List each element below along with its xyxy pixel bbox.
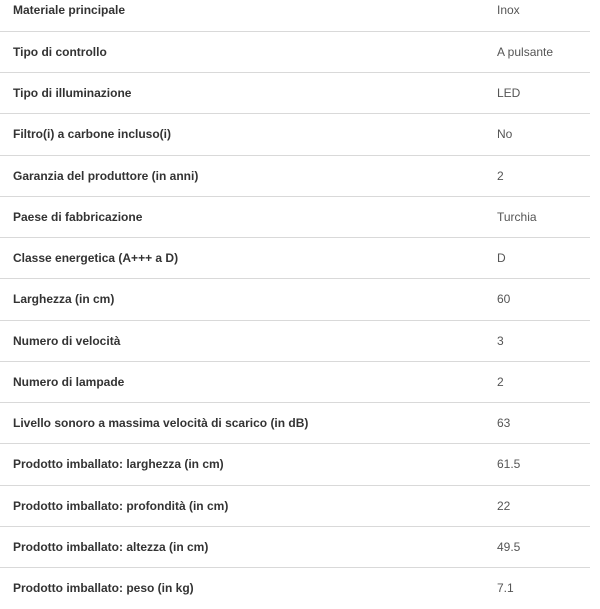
spec-label: Tipo di controllo xyxy=(13,44,107,59)
spec-row-packed-depth xyxy=(0,485,590,526)
spec-label: Prodotto imballato: profondità (in cm) xyxy=(13,498,229,513)
spec-label: Numero di velocità xyxy=(13,333,121,348)
spec-value: No xyxy=(497,127,513,142)
spec-value: 2 xyxy=(497,374,504,389)
spec-label: Prodotto imballato: larghezza (in cm) xyxy=(13,457,224,472)
spec-row-packed-weight xyxy=(0,568,590,609)
spec-label: Filtro(i) a carbone incluso(i) xyxy=(13,127,172,142)
spec-row-packed-width xyxy=(0,444,590,485)
spec-value: Inox xyxy=(497,3,520,18)
spec-value: 49.5 xyxy=(497,539,521,554)
spec-value: A pulsante xyxy=(497,44,554,59)
spec-row-noise-level xyxy=(0,403,590,444)
spec-label: Classe energetica (A+++ a D) xyxy=(13,251,179,266)
spec-value: Turchia xyxy=(497,209,537,224)
spec-row-carbon-filter xyxy=(0,114,590,155)
spec-row-warranty xyxy=(0,155,590,196)
spec-label: Materiale principale xyxy=(13,3,126,18)
spec-row-width xyxy=(0,279,590,320)
spec-label: Paese di fabbricazione xyxy=(13,209,143,224)
spec-value: LED xyxy=(497,86,521,101)
spec-row-energy-class xyxy=(0,238,590,279)
spec-label: Livello sonoro a massima velocità di scarico (in dB) xyxy=(13,416,309,431)
spec-value: 3 xyxy=(497,333,504,348)
spec-row-speed-count xyxy=(0,320,590,361)
spec-row-lamp-count xyxy=(0,361,590,402)
spec-value: 7.1 xyxy=(497,581,514,596)
spec-value: 61.5 xyxy=(497,457,521,472)
spec-label: Numero di lampade xyxy=(13,374,125,389)
spec-value: 2 xyxy=(497,168,504,183)
spec-value: 22 xyxy=(497,498,511,513)
spec-row-packed-height xyxy=(0,526,590,567)
spec-label: Prodotto imballato: peso (in kg) xyxy=(13,581,194,596)
spec-label: Prodotto imballato: altezza (in cm) xyxy=(13,539,209,554)
spec-row-country-of-manufacture xyxy=(0,196,590,237)
spec-row-lighting-type xyxy=(0,73,590,114)
spec-label: Larghezza (in cm) xyxy=(13,292,115,307)
spec-row-control-type xyxy=(0,31,590,72)
spec-row-main-material xyxy=(0,0,590,31)
spec-label: Tipo di illuminazione xyxy=(13,86,132,101)
spec-value: 63 xyxy=(497,416,511,431)
spec-value: 60 xyxy=(497,292,511,307)
spec-value: D xyxy=(497,251,506,266)
spec-label: Garanzia del produttore (in anni) xyxy=(13,168,199,183)
